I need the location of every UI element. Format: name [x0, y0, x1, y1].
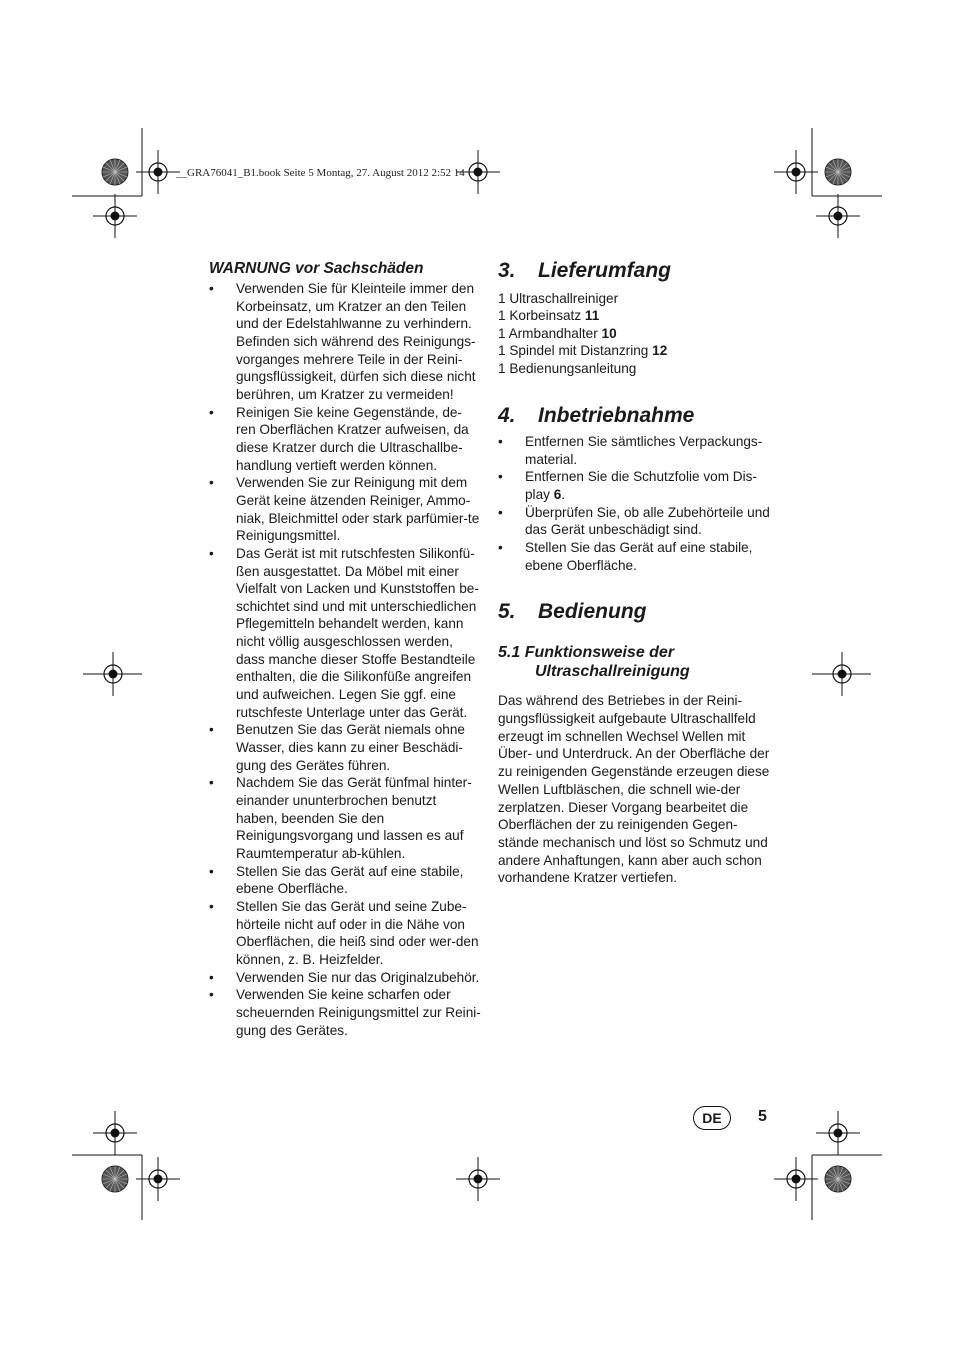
list-item: • Das Gerät ist mit rutschfesten Silikonfü-ßen ausgestattet. Da Möbel mit einer Vielfalt von Lacken und Kunststoffen be-schichtet sind und mit unterschiedlichen Pflegemitteln behandelt werden, kann nicht völlig ausgeschlossen werden, dass manche dieser Stoffe Bestandteile enthalten, die die Silikonfüße angreifen und aufweichen. Legen Sie ggf. eine rutschfeste Unterlage unter das Gerät. [209, 545, 481, 722]
body-paragraph: Das während des Betriebes in der Reini-gungsflüssigkeit aufgebaute Ultraschallfeld erzeugt im schnellen Wechsel Wellen mit Über- und Unterdruck. An der Oberfläche der zu reinigenden Gegenstände erzeugen diese Wellen Luftbläschen, die schnell wie-der zerplatzen. Dieser Vorgang bearbeitet die Oberflächen der zu reinigenden Gegen-stände mechanisch und löst so Schmutz und andere Anhaftungen, kann aber auch schon vorhandene Kratzer vertiefen. [498, 693, 770, 886]
list-item: 1 Armbandhalter 10 [498, 325, 617, 341]
list-item: 1 Bedienungsanleitung [498, 360, 637, 376]
list-item: • Benutzen Sie das Gerät niemals ohne Wasser, dies kann zu einer Beschädi-gung des Gerätes führen. [209, 721, 481, 774]
list-item: • Stellen Sie das Gerät auf eine stabile, ebene Oberfläche. [498, 539, 774, 574]
setup-list [498, 433, 774, 574]
list-item: • Verwenden Sie nur das Originalzubehör. [209, 969, 481, 987]
language-badge: DE [693, 1106, 731, 1130]
list-item: • Verwenden Sie für Kleinteile immer den Korbeinsatz, um Kratzer an den Teilen und der Edelstahlwanne zu verhindern. Befinden sich während des Reinigungs-vorganges mehrere Teile in der Reini-gungsflüssigkeit, dürfen sich diese nicht berühren, um Kratzer zu vermeiden! [209, 280, 481, 404]
page-number: 5 [758, 1108, 767, 1125]
list-item: • Verwenden Sie zur Reinigung mit dem Gerät keine ätzenden Reiniger, Ammo-niak, Bleichmittel oder stark parfümier-te Reinigungsmittel. [209, 474, 481, 545]
section-3-heading: 3. Lieferumfang [498, 259, 672, 282]
warning-title: WARNUNG vor Sachschäden [209, 260, 424, 277]
warning-list [209, 280, 481, 1039]
subsection-5-1-heading: 5.1 Funktionsweise der Ultraschallreinigung [498, 644, 690, 681]
file-header: __GRA76041_B1.book Seite 5 Montag, 27. August 2012 2:52 14 [176, 167, 465, 179]
section-4-heading: 4. Inbetriebnahme [498, 404, 695, 428]
list-item: • Entfernen Sie sämtliches Verpackungs-material. [498, 433, 774, 468]
list-item: • Entfernen Sie die Schutzfolie vom Dis-play 6. [498, 468, 774, 503]
list-item: • Stellen Sie das Gerät und seine Zube-hörteile nicht auf oder in die Nähe von Oberflächen, die heiß sind oder wer-den können, z. B. Heizfelder. [209, 898, 481, 969]
right-column [498, 256, 774, 887]
package-contents [498, 290, 774, 377]
list-item: 1 Ultraschallreiniger [498, 291, 619, 306]
section-5-heading: 5. Bedienung [498, 600, 647, 624]
list-item: • Nachdem Sie das Gerät fünfmal hinter-einander ununterbrochen benutzt haben, beenden Sie den Reinigungsvorgang und lassen es auf Raumtemperatur ab-kühlen. [209, 774, 481, 862]
list-item: 1 Spindel mit Distanzring 12 [498, 343, 668, 359]
list-item: • Reinigen Sie keine Gegenstände, de-ren Oberflächen Kratzer aufweisen, da diese Kratzer durch die Ultraschallbe-handlung vertieft werden können. [209, 404, 481, 475]
list-item: • Stellen Sie das Gerät auf eine stabile, ebene Oberfläche. [209, 863, 481, 898]
list-item: 1 Korbeinsatz 11 [498, 308, 600, 324]
left-column [209, 260, 481, 1039]
list-item: • Verwenden Sie keine scharfen oder scheuernden Reinigungsmittel zur Reini-gung des Gerätes. [209, 986, 481, 1039]
list-item: • Überprüfen Sie, ob alle Zubehörteile und das Gerät unbeschädigt sind. [498, 504, 774, 539]
